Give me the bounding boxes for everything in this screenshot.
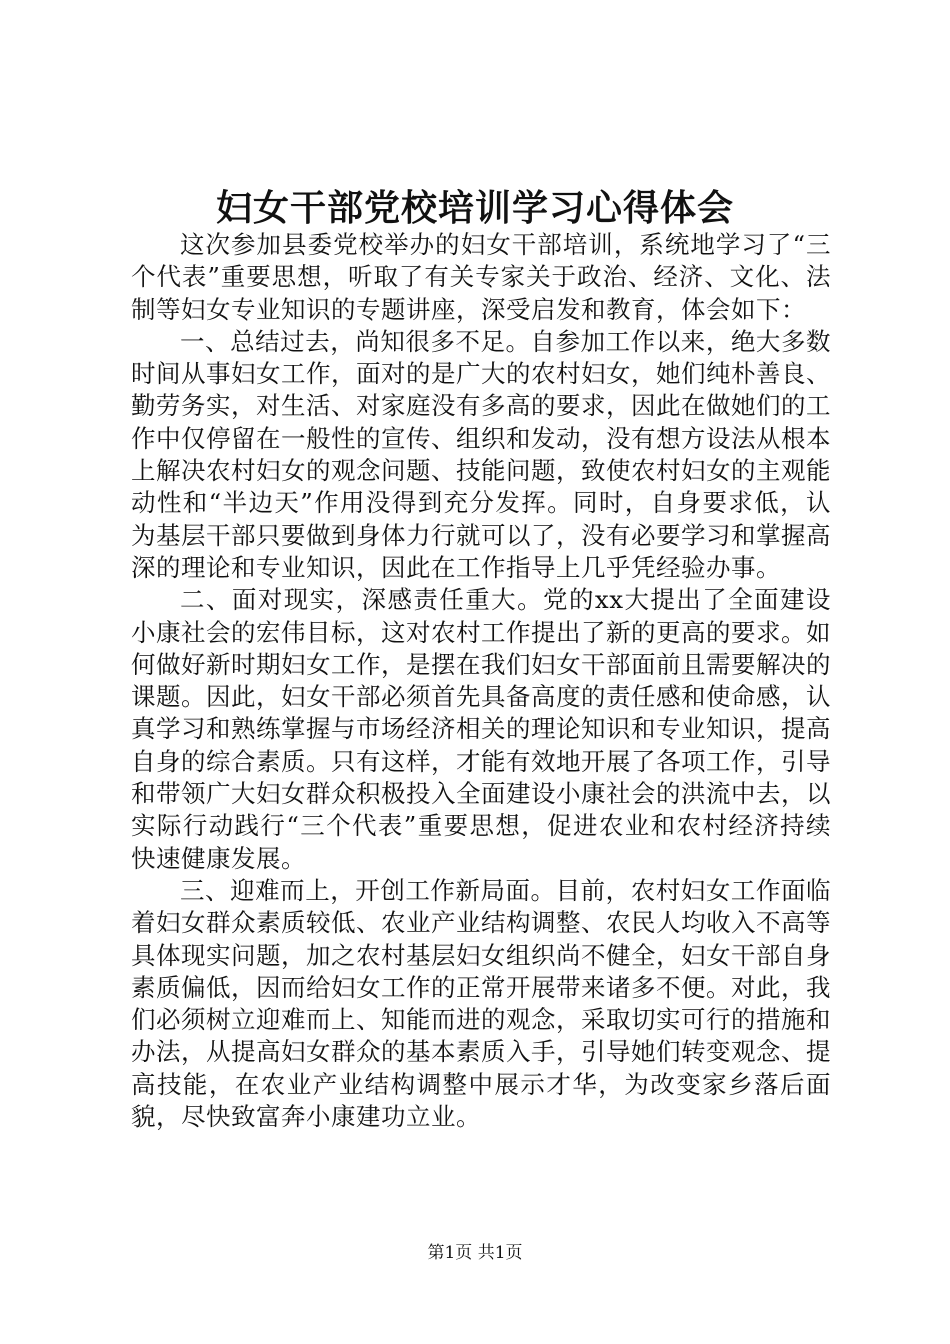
paragraph-section-3: 三、迎难而上，开创工作新局面。目前，农村妇女工作面临着妇女群众素质较低、农业产业结构调整、农民人均收入不高等具体现实问题，加之农村基层妇女组织尚不健全，妇女干部自身素质偏低，因而给妇女工作的正常开展带来诸多不便。对此，我们必须树立迎难而上、知能而进的观念，采取切实可行的措施和办法，从提高妇女群众的基本素质入手，引导她们转变观念、提高技能，在农业产业结构调整中展示才华，为改变家乡落后面貌，尽快致富奔小康建功立业。 (131, 875, 831, 1132)
paragraph-section-2: 二、面对现实，深感责任重大。党的xx大提出了全面建设小康社会的宏伟目标，这对农村工作提出了新的更高的要求。如何做好新时期妇女工作，是摆在我们妇女干部面前且需要解决的课题。因此，妇女干部必须首先具备高度的责任感和使命感，认真学习和熟练掌握与市场经济相关的理论知识和专业知识，提高自身的综合素质。只有这样，才能有效地开展了各项工作，引导和带领广大妇女群众积极投入全面建设小康社会的洪流中去，以实际行动践行“三个代表”重要思想，促进农业和农村经济持续快速健康发展。 (131, 585, 831, 873)
document-title: 妇女干部党校培训学习心得体会 (215, 187, 734, 229)
document-body (131, 229, 831, 1133)
paragraph-section-1: 一、总结过去，尚知很多不足。自参加工作以来，绝大多数时间从事妇女工作，面对的是广大的农村妇女，她们纯朴善良、勤劳务实，对生活、对家庭没有多高的要求，因此在做她们的工作中仅停留在一般性的宣传、组织和发动，没有想方设法从根本上解决农村妇女的观念问题、技能问题，致使农村妇女的主观能动性和“半边天”作用没得到充分发挥。同时，自身要求低，认为基层干部只要做到身体力行就可以了，没有必要学习和掌握高深的理论和专业知识，因此在工作指导上几乎凭经验办事。 (131, 326, 831, 582)
paragraph-intro: 这次参加县委党校举办的妇女干部培训，系统地学习了“三个代表”重要思想，听取了有关专家关于政治、经济、文化、法制等妇女专业知识的专题讲座，深受启发和教育，体会如下： (131, 230, 831, 324)
page-number-footer: 第1页 共1页 (427, 1243, 523, 1263)
